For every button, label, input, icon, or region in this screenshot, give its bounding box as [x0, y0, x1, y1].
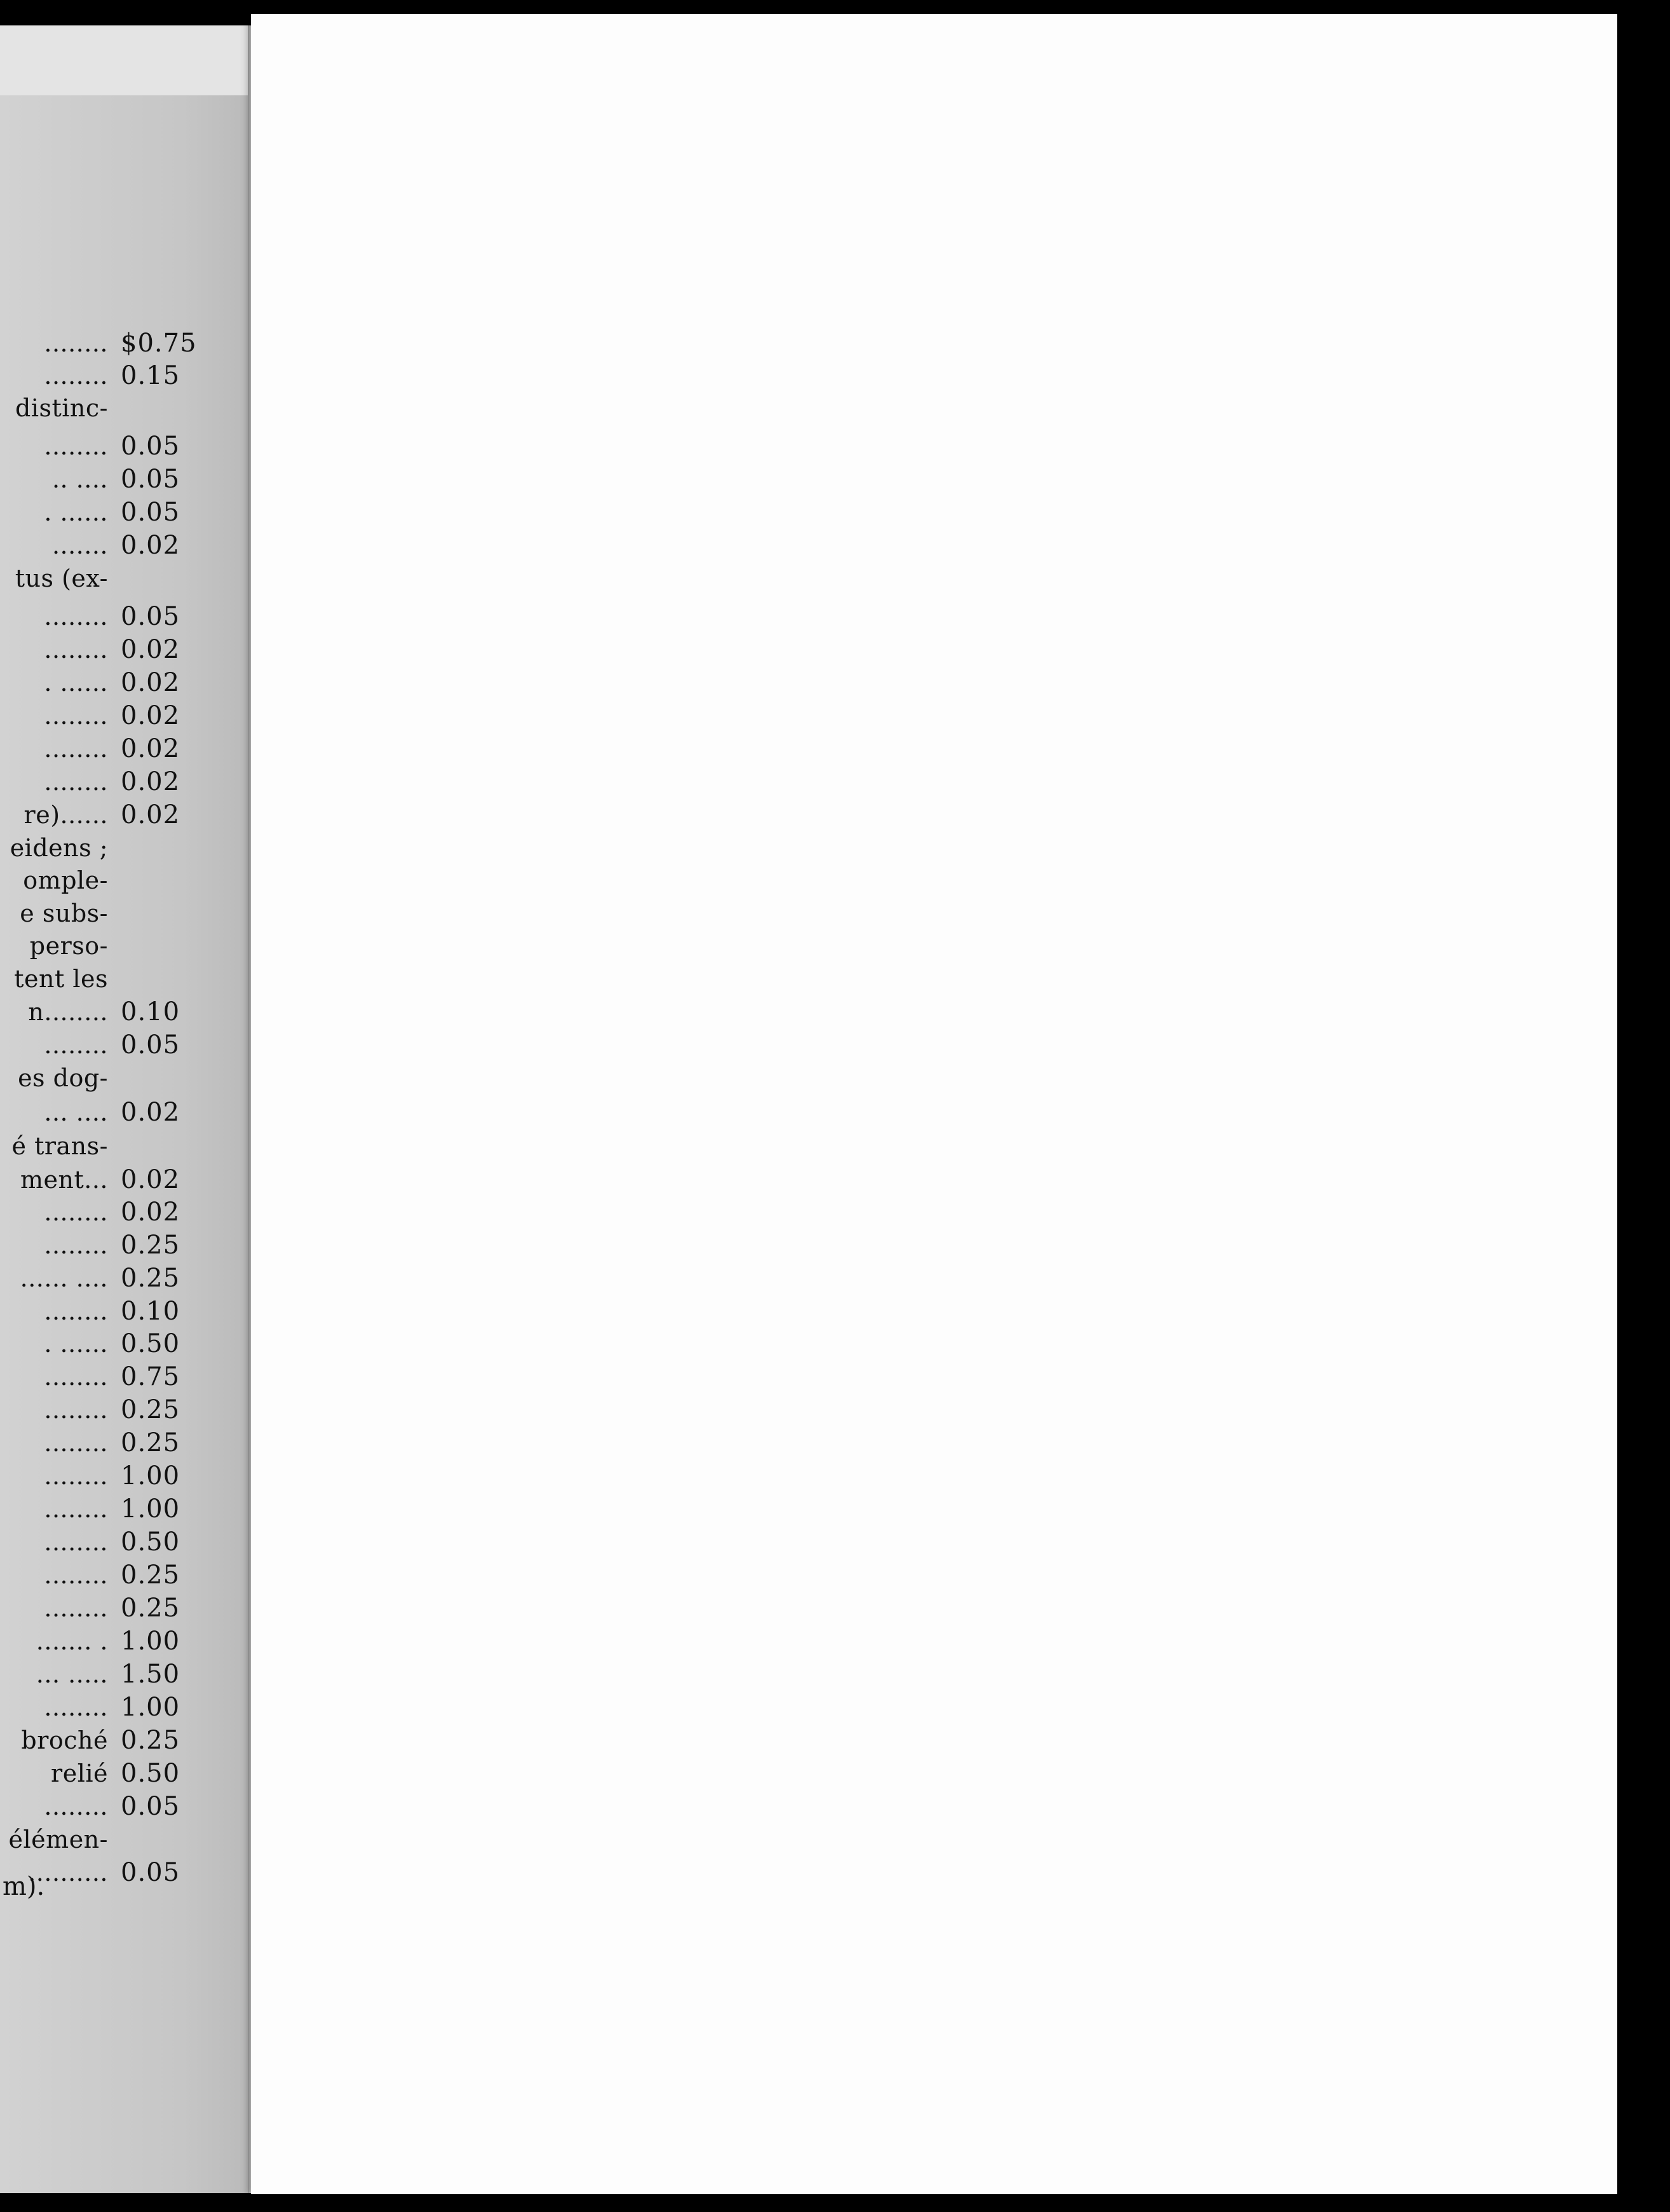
price-list-row [0, 463, 229, 496]
price-list-row [0, 864, 229, 897]
row-description: distinc- [15, 394, 108, 422]
row-description: ....... [51, 531, 108, 559]
row-price: $0.75 [121, 329, 197, 358]
row-description: ........ [44, 702, 108, 730]
row-price: 0.02 [121, 1165, 180, 1194]
price-list-row [0, 1164, 229, 1196]
row-description: ........ [44, 1198, 108, 1226]
row-price: 1.00 [121, 1693, 180, 1722]
price-list-row [0, 1526, 229, 1559]
price-list-row [0, 1196, 229, 1229]
row-price: 0.50 [121, 1329, 180, 1358]
row-price: 0.05 [121, 498, 180, 527]
row-description: ........ [44, 603, 108, 631]
row-price: 0.25 [121, 1594, 180, 1623]
row-description: ........ [44, 1792, 108, 1820]
row-description: eidens ; [10, 834, 108, 862]
row-description: ........ [44, 636, 108, 664]
row-description: ...... .... [20, 1264, 108, 1292]
row-description: n........ [28, 998, 108, 1026]
row-description: tent les [14, 965, 108, 993]
row-price: 0.25 [121, 1264, 180, 1293]
row-description: tus (ex- [15, 564, 108, 592]
price-list-row [0, 996, 229, 1028]
row-price: 0.25 [121, 1560, 180, 1590]
row-price: 0.02 [121, 1098, 180, 1127]
row-description: ........ [44, 1594, 108, 1622]
row-description: ....... . [36, 1627, 108, 1655]
price-list-row [0, 1658, 229, 1691]
row-description: élémen- [8, 1826, 108, 1854]
price-list-row [0, 1295, 229, 1328]
footer-fragment [0, 1872, 45, 1901]
price-list-row [0, 700, 229, 732]
row-description: . ...... [44, 1330, 108, 1358]
row-price: 0.02 [121, 1198, 180, 1227]
row-description: ........ [44, 768, 108, 796]
price-list-row [0, 667, 229, 699]
price-list-row [0, 1328, 229, 1360]
price-list-row [0, 1758, 229, 1790]
row-price: 0.02 [121, 800, 180, 830]
row-price: 1.00 [121, 1494, 180, 1524]
row-description: .......... [28, 1859, 108, 1887]
price-list-row [0, 1724, 229, 1757]
price-list-row [0, 529, 229, 562]
price-list-row [0, 1062, 229, 1095]
row-description: ........ [44, 1693, 108, 1721]
row-price: 0.05 [121, 1858, 180, 1887]
price-list-row [0, 1460, 229, 1492]
row-price: 0.05 [121, 1030, 180, 1060]
price-list-row [0, 1229, 229, 1262]
row-price: 1.00 [121, 1461, 180, 1491]
row-price: 0.10 [121, 1297, 180, 1326]
row-description: .. .... [51, 465, 108, 493]
price-list-row [0, 1791, 229, 1823]
price-list-row [0, 634, 229, 666]
blank-recto-page [251, 14, 1617, 2194]
row-price: 0.05 [121, 602, 180, 631]
row-price: 0.02 [121, 668, 180, 697]
price-list-row [0, 496, 229, 529]
price-list-row [0, 601, 229, 633]
row-description: re)...... [24, 801, 108, 829]
price-list-row [0, 1394, 229, 1426]
row-description: ........ [44, 1561, 108, 1589]
row-description: ... ..... [36, 1660, 108, 1688]
row-description: perso- [29, 932, 108, 960]
row-description: broché [21, 1726, 108, 1754]
row-price: 0.25 [121, 1395, 180, 1424]
row-description: es dog- [18, 1064, 108, 1092]
row-description: ........ [44, 1495, 108, 1523]
price-list-row [0, 799, 229, 831]
row-price: 0.15 [121, 361, 180, 390]
price-list-row [0, 733, 229, 765]
row-price: 0.50 [121, 1527, 180, 1557]
row-price: 0.02 [121, 635, 180, 664]
row-price: 0.05 [121, 465, 180, 494]
price-list-row [0, 563, 229, 595]
row-price: 0.10 [121, 997, 180, 1027]
row-description: . ...... [44, 669, 108, 697]
row-description: ........ [44, 1231, 108, 1259]
price-list-row [0, 360, 229, 392]
price-list-row [0, 1130, 229, 1163]
price-list-row [0, 832, 229, 864]
row-price: 0.02 [121, 734, 180, 763]
price-list-row [0, 392, 229, 425]
price-list-row [0, 430, 229, 463]
row-description: omple- [23, 866, 108, 894]
row-price: 0.75 [121, 1362, 180, 1391]
price-list-row [0, 1361, 229, 1393]
row-price: 0.02 [121, 531, 180, 560]
row-description: ........ [44, 1429, 108, 1457]
price-list-row [0, 1559, 229, 1592]
row-description: . ...... [44, 498, 108, 526]
price-list-row [0, 1096, 229, 1129]
row-description: é trans- [11, 1132, 108, 1160]
row-price: 0.25 [121, 1231, 180, 1260]
row-price: 0.02 [121, 701, 180, 730]
row-description: relié [51, 1759, 108, 1787]
row-price: 0.25 [121, 1428, 180, 1458]
row-description: ........ [44, 329, 108, 357]
row-price: 0.05 [121, 1792, 180, 1821]
row-price: 1.50 [121, 1660, 180, 1689]
price-list-row [0, 1493, 229, 1526]
price-list-row [0, 1427, 229, 1459]
row-price: 0.05 [121, 432, 180, 461]
row-description: ........ [44, 1462, 108, 1490]
row-description: ........ [44, 1528, 108, 1556]
price-list-row [0, 963, 229, 995]
price-list-row [0, 1029, 229, 1062]
price-list-row [0, 1262, 229, 1295]
row-description: ........ [44, 1031, 108, 1059]
row-price: 0.02 [121, 767, 180, 796]
price-list-row [0, 766, 229, 798]
price-list-row [0, 898, 229, 930]
row-price: 1.00 [121, 1627, 180, 1656]
price-list-row [0, 1592, 229, 1625]
price-list-row [0, 1824, 229, 1856]
row-description: ........ [44, 1297, 108, 1325]
row-description: ... .... [44, 1098, 108, 1126]
row-description: ........ [44, 1363, 108, 1391]
row-description: e subs- [20, 899, 108, 927]
price-list-row [0, 1625, 229, 1658]
price-list-row [0, 1691, 229, 1724]
row-price: 0.50 [121, 1759, 180, 1788]
price-list-row [0, 930, 229, 962]
row-price: 0.25 [121, 1726, 180, 1755]
row-description: ........ [44, 735, 108, 763]
row-description: ment... [20, 1166, 108, 1194]
row-description: ........ [44, 432, 108, 460]
price-list-row [0, 327, 229, 360]
row-description: ........ [44, 362, 108, 390]
footer-fragment-text: m). [3, 1872, 45, 1901]
row-description: ........ [44, 1396, 108, 1424]
